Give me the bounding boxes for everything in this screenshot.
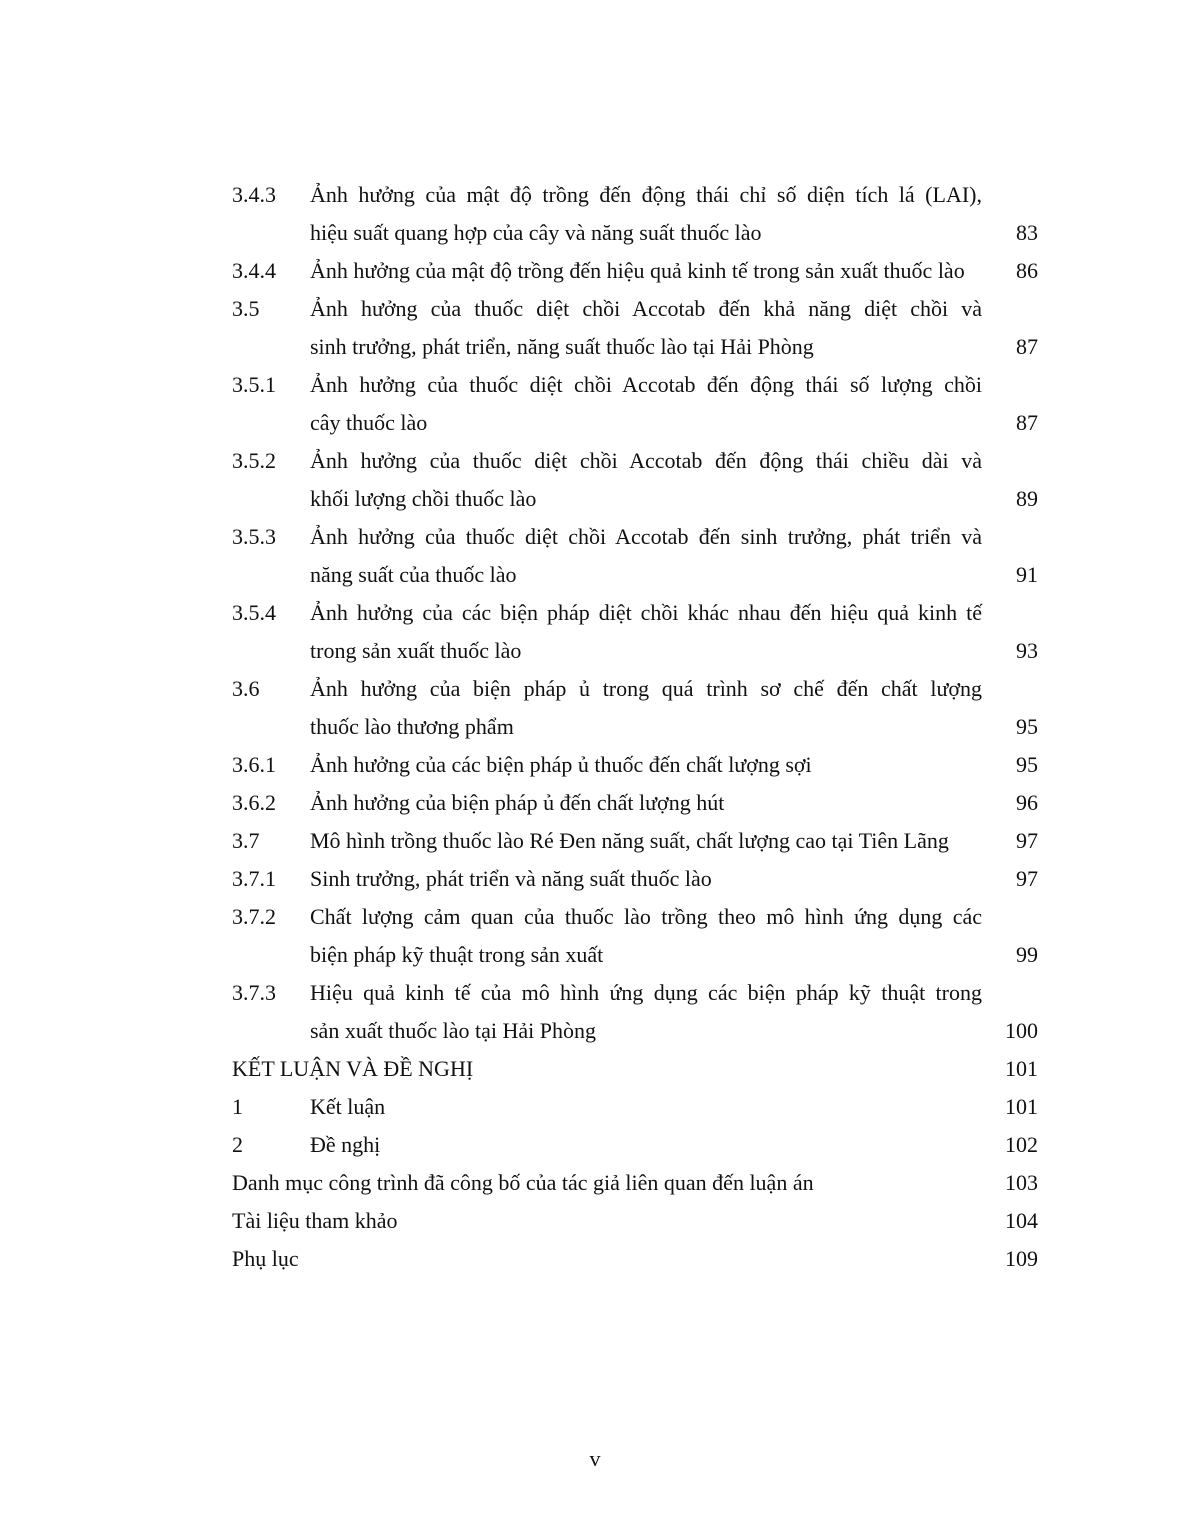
toc-entry-title xyxy=(232,1240,982,1278)
toc-entry xyxy=(232,518,1038,594)
toc-entry-page: 99 xyxy=(1016,942,1038,967)
toc-entry-title-line: Ảnh hưởng của mật độ trồng đến động thái chỉ số diện tích lá (LAI), xyxy=(310,182,982,207)
toc-entry-title-line: Ảnh hưởng của biện pháp ủ đến chất lượng hút xyxy=(310,790,725,815)
toc-entry-page: 104 xyxy=(1005,1208,1038,1233)
toc-entry-page: 103 xyxy=(1005,1170,1038,1195)
toc-entry-title xyxy=(232,1202,982,1240)
toc-entry xyxy=(232,290,1038,366)
toc-entry-title-line: khối lượng chồi thuốc lào xyxy=(310,486,537,511)
toc-entry-title-line: cây thuốc lào xyxy=(310,410,428,435)
toc-entry-page: 91 xyxy=(1016,562,1038,587)
toc-entry-title-line: Đề nghị xyxy=(310,1132,381,1157)
toc-entry xyxy=(232,1126,1038,1164)
toc-entry-title-line: Kết luận xyxy=(310,1094,386,1119)
toc-entry xyxy=(232,784,1038,822)
toc-entry-number: 2 xyxy=(232,1132,243,1157)
toc-entry-title-line: sản xuất thuốc lào tại Hải Phòng xyxy=(310,1018,596,1043)
toc-entry-title-line: năng suất của thuốc lào xyxy=(310,562,517,587)
toc-entry-number: 3.4.3 xyxy=(232,182,276,207)
toc-entry xyxy=(232,1202,1038,1240)
toc-entry-number: 3.7.1 xyxy=(232,866,276,891)
toc-entry-title-line: Ảnh hưởng của thuốc diệt chồi Accotab đến sinh trưởng, phát triển và xyxy=(310,524,982,549)
toc-entry-title xyxy=(310,822,982,860)
toc-entry-title xyxy=(310,1126,982,1164)
toc-entry-title xyxy=(310,518,982,594)
toc-entry-title-line: trong sản xuất thuốc lào xyxy=(310,638,522,663)
toc-entry-title xyxy=(310,594,982,670)
toc-entry-page: 83 xyxy=(1016,220,1038,245)
toc-entry-page: 101 xyxy=(1005,1056,1038,1081)
toc-entry-title xyxy=(310,898,982,974)
toc-entry xyxy=(232,746,1038,784)
toc-entry-number: 1 xyxy=(232,1094,243,1119)
toc-entry-page: 95 xyxy=(1016,752,1038,777)
toc-entry-title xyxy=(232,1050,982,1088)
toc-entry xyxy=(232,898,1038,974)
toc-entry xyxy=(232,1164,1038,1202)
toc-entry xyxy=(232,176,1038,252)
toc-entry-title-line: biện pháp kỹ thuật trong sản xuất xyxy=(310,942,604,967)
toc-entry-title-line: Ảnh hưởng của mật độ trồng đến hiệu quả kinh tế trong sản xuất thuốc lào xyxy=(310,258,965,283)
toc-entry-title-line: Phụ lục xyxy=(232,1246,299,1271)
toc-entry-title xyxy=(310,290,982,366)
toc-entry xyxy=(232,860,1038,898)
toc-entry-title-line: hiệu suất quang hợp của cây và năng suất thuốc lào xyxy=(310,220,762,245)
toc-entry xyxy=(232,366,1038,442)
toc-entry xyxy=(232,594,1038,670)
toc-entry-title-line: thuốc lào thương phẩm xyxy=(310,714,514,739)
toc-entry-title xyxy=(310,974,982,1050)
toc-entry-page: 86 xyxy=(1016,258,1038,283)
toc-entry-title-line: Hiệu quả kinh tế của mô hình ứng dụng các biện pháp kỹ thuật trong xyxy=(310,980,982,1005)
toc-entry-number: 3.6.1 xyxy=(232,752,276,777)
toc-entry-title-line: sinh trưởng, phát triển, năng suất thuốc lào tại Hải Phòng xyxy=(310,334,814,359)
toc-entry-page: 97 xyxy=(1016,866,1038,891)
toc-entry-page: 109 xyxy=(1005,1246,1038,1271)
toc-entry-number: 3.7.3 xyxy=(232,980,276,1005)
toc-entry-title xyxy=(310,670,982,746)
toc-entry-title xyxy=(310,746,982,784)
page-number: v xyxy=(589,1446,601,1471)
toc-entry-number: 3.7 xyxy=(232,828,260,853)
toc-entry-title xyxy=(310,366,982,442)
toc-entry-number: 3.7.2 xyxy=(232,904,276,929)
toc-entry-title-line: Sinh trưởng, phát triển và năng suất thuốc lào xyxy=(310,866,712,891)
toc-entry-page: 93 xyxy=(1016,638,1038,663)
toc-entry-title-line: Ảnh hưởng của thuốc diệt chồi Accotab đến động thái số lượng chồi xyxy=(310,372,982,397)
toc-entry xyxy=(232,442,1038,518)
toc-entry-page: 102 xyxy=(1005,1132,1038,1157)
toc-entry-number: 3.5.4 xyxy=(232,600,276,625)
toc-entry-page: 95 xyxy=(1016,714,1038,739)
toc-entry-page: 89 xyxy=(1016,486,1038,511)
toc-entry-number: 3.5.3 xyxy=(232,524,276,549)
toc-entry-page: 97 xyxy=(1016,828,1038,853)
toc-entry-title-line: KẾT LUẬN VÀ ĐỀ NGHỊ xyxy=(232,1056,474,1081)
toc-entry-title-line: Danh mục công trình đã công bố của tác giả liên quan đến luận án xyxy=(232,1170,814,1195)
toc-entry-title xyxy=(310,176,982,252)
toc-entry-page: 87 xyxy=(1016,334,1038,359)
toc-entry-title xyxy=(310,784,982,822)
toc-entry-page: 101 xyxy=(1005,1094,1038,1119)
toc-entry-number: 3.4.4 xyxy=(232,258,276,283)
toc-entry-number: 3.6 xyxy=(232,676,260,701)
toc-entry xyxy=(232,1050,1038,1088)
toc-entry-title xyxy=(310,252,982,290)
toc-entry-title-line: Chất lượng cảm quan của thuốc lào trồng theo mô hình ứng dụng các xyxy=(310,904,982,929)
toc-entry-title xyxy=(232,1164,982,1202)
toc-entry-page: 87 xyxy=(1016,410,1038,435)
toc-entry-title-line: Ảnh hưởng của biện pháp ủ trong quá trình sơ chế đến chất lượng xyxy=(310,676,982,701)
toc-entry-title-line: Ảnh hưởng của thuốc diệt chồi Accotab đến động thái chiều dài và xyxy=(310,448,982,473)
toc-entry-title-line: Mô hình trồng thuốc lào Ré Đen năng suất, chất lượng cao tại Tiên Lãng xyxy=(310,828,949,853)
toc-entry-title-line: Ảnh hưởng của các biện pháp diệt chồi khác nhau đến hiệu quả kinh tế xyxy=(310,600,982,625)
toc-entry xyxy=(232,670,1038,746)
toc-entry xyxy=(232,1240,1038,1278)
toc-entry xyxy=(232,822,1038,860)
toc-entry-number: 3.5.1 xyxy=(232,372,276,397)
toc-entry-number: 3.6.2 xyxy=(232,790,276,815)
toc-entry xyxy=(232,1088,1038,1126)
toc-entry-title xyxy=(310,860,982,898)
toc-entry xyxy=(232,974,1038,1050)
toc-entry-title xyxy=(310,1088,982,1126)
toc-entry-title xyxy=(310,442,982,518)
toc-entry-title-line: Tài liệu tham khảo xyxy=(232,1208,398,1233)
toc-entry-title-line: Ảnh hưởng của các biện pháp ủ thuốc đến chất lượng sợi xyxy=(310,752,812,777)
table-of-contents xyxy=(232,176,1038,1278)
toc-entry-number: 3.5 xyxy=(232,296,260,321)
toc-entry-title-line: Ảnh hưởng của thuốc diệt chồi Accotab đến khả năng diệt chồi và xyxy=(310,296,982,321)
toc-entry-page: 100 xyxy=(1005,1018,1038,1043)
toc-entry-number: 3.5.2 xyxy=(232,448,276,473)
toc-entry xyxy=(232,252,1038,290)
toc-entry-page: 96 xyxy=(1016,790,1038,815)
